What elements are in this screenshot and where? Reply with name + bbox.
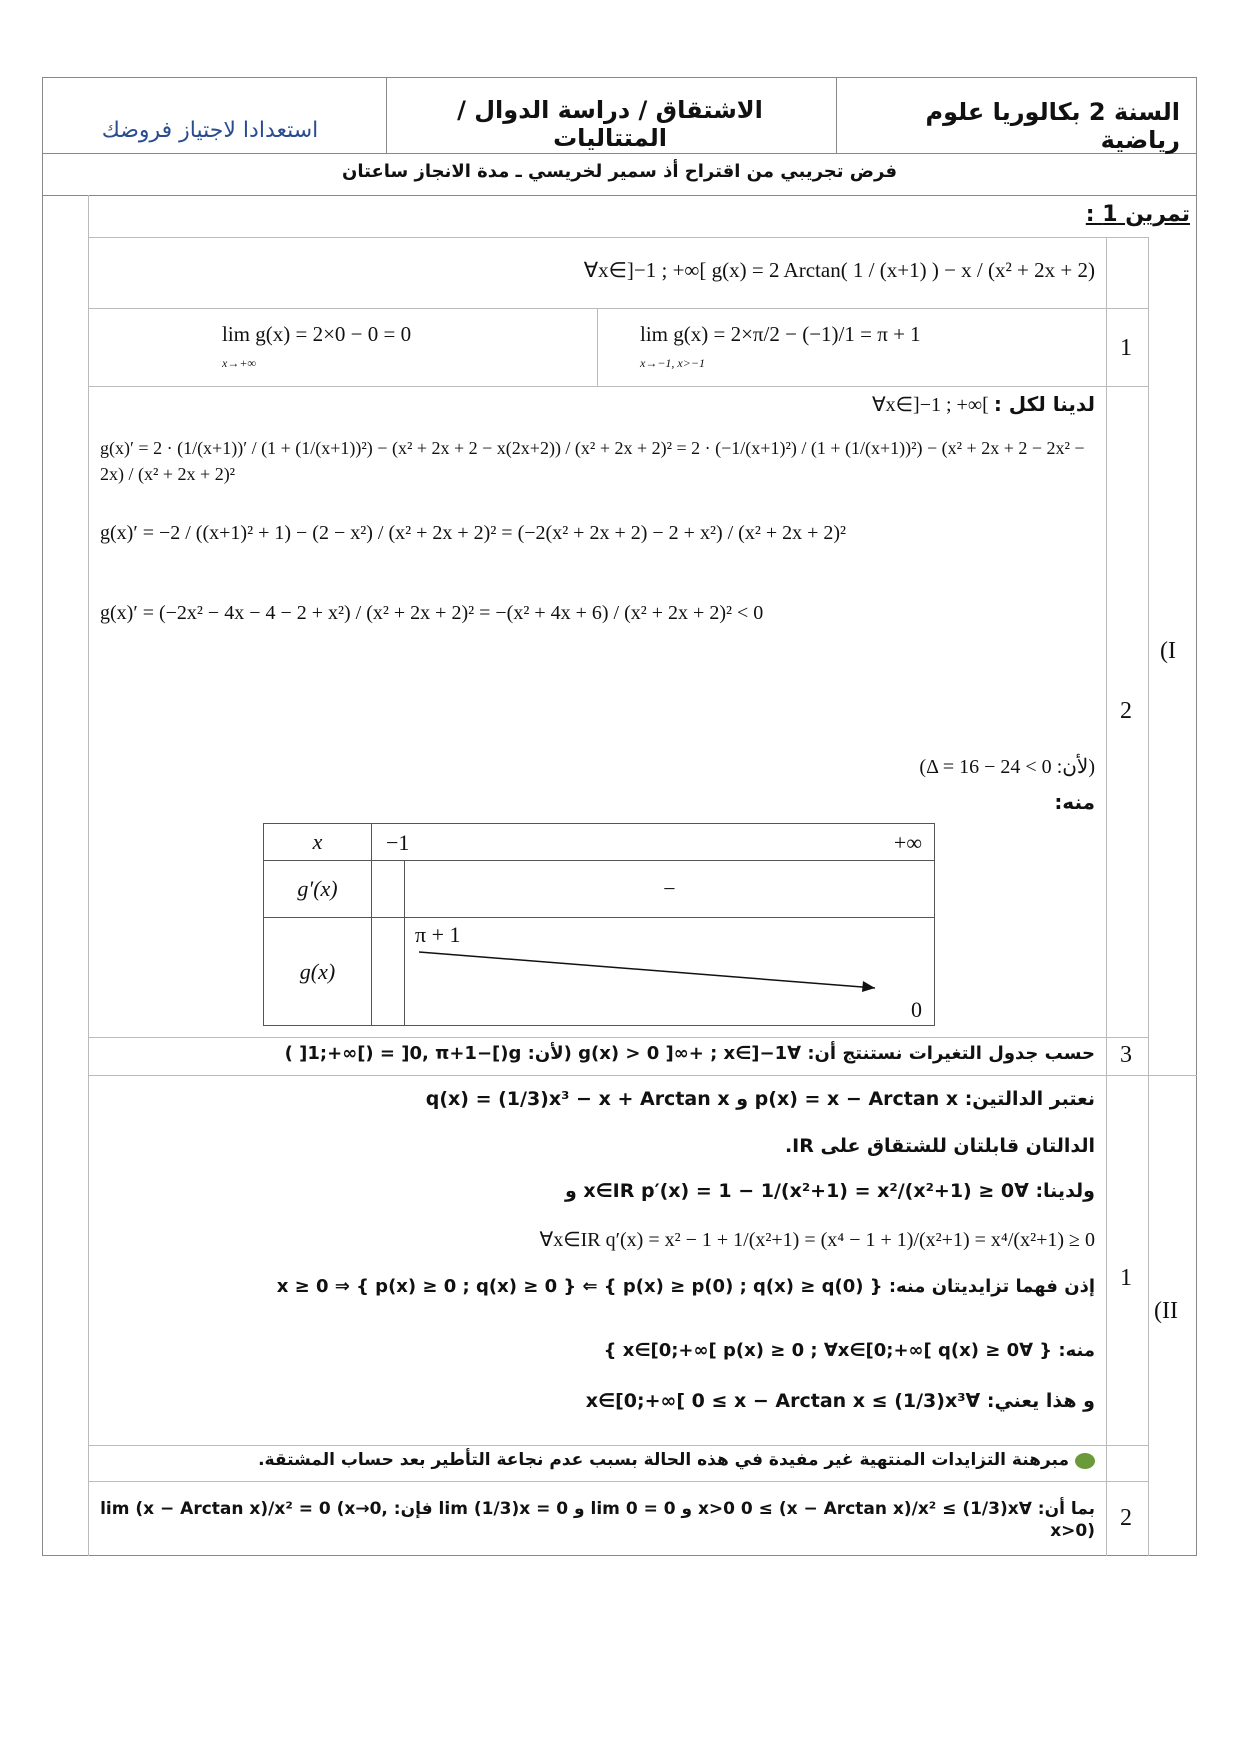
functions-intro: نعتبر الدالتين: p(x) = x − Arctan x و q(x) = (1/3)x³ − x + Arctan x	[425, 1088, 1095, 1110]
g-start: π + 1	[415, 922, 461, 947]
inequality-result: و هذا يعني: ∀x∈[0;+∞[ 0 ≤ x − Arctan x ≤ (1/3)x³	[585, 1390, 1095, 1412]
question-number: 2	[1120, 1505, 1132, 1531]
question-number: 1	[1120, 1265, 1132, 1291]
section-label-I: (I	[1160, 638, 1176, 664]
question-number: 3	[1120, 1042, 1132, 1068]
limit-sub: x→+∞	[222, 356, 256, 370]
decreasing-arrow-icon	[405, 918, 930, 1026]
x-start: −1	[386, 830, 410, 855]
variation-table	[263, 823, 935, 1026]
derivative-line-1: g(x)′ = 2 · (1/(x+1))′ / (1 + (1/(x+1))²) − (x² + 2x + 2 − x(2x+2)) / (x² + 2x + 2)² = 2 · (−1/(x+1)²) / (1 + (1/(x+1))²) − (x² + 2x + 2 − 2x² − 2x) / (x² + 2x + 2)²	[100, 438, 1085, 484]
limit-infinity: lim g(x) = 2×0 − 0 = 0	[222, 322, 412, 346]
forall-label: لدينا لكل :	[993, 392, 1095, 416]
question-2-limit: بما أن: ∀x>0 0 ≤ (x − Arctan x)/x² ≤ (1/3)x و lim 0 = 0 و lim (1/3)x = 0 فإن: lim (x − Arctan x)/x² = 0 (x→0, x>0)	[100, 1499, 1095, 1541]
gprime-header: g′(x)	[264, 861, 372, 918]
prep-label: استعدادا لاجتياز فروضك	[101, 118, 319, 143]
x-header: x	[264, 824, 372, 861]
delta-reason: (لأن: Δ = 16 − 24 < 0)	[919, 756, 1095, 778]
mvt-note: مبرهنة التزايدات المنتهية غير مفيدة في هذه الحالة بسبب عدم نجاعة التأطير بعد حساب المشتقة.	[258, 1450, 1069, 1470]
g-end: 0	[911, 997, 922, 1022]
question-number: 1	[1120, 335, 1132, 361]
g-header: g(x)	[264, 918, 372, 1026]
increasing-statement: إذن فهما تزايديتان منه: { p(x) ≥ p(0) ; q(x) ≥ q(0) } ⇐ x ≥ 0 ⇒ { p(x) ≥ 0 ; q(x) ≥ 0 }	[276, 1276, 1095, 1297]
level-label: السنة 2 بكالوريا علوم رياضية	[925, 98, 1180, 154]
limit-sub: x→−1, x>−1	[640, 356, 705, 370]
page-frame	[42, 77, 1197, 1556]
subtitle: فرض تجريبي من اقتراح أذ سمير لخريسي ـ مدة الانجاز ساعتان	[341, 161, 897, 182]
question-3-answer: حسب جدول التغيرات نستنتج أن: ∀x∈]−1 ; +∞[ g(x) > 0 (لأن: g(]−1;+∞[) = ]0, π+1[ )	[284, 1043, 1095, 1064]
derivative-line-2: g(x)′ = −2 / ((x+1)² + 1) − (2 − x²) / (x² + 2x + 2)² = (−2(x² + 2x + 2) − 2 + x²) / (x² + 2x + 2)²	[100, 522, 847, 544]
derivable-statement: الدالتان قابلتان للشتقاق على IR.	[784, 1135, 1095, 1157]
gprime-sign: −	[405, 861, 935, 918]
q-derivative: ∀x∈IR q′(x) = x² − 1 + 1/(x²+1) = (x⁴ − 1 + 1)/(x²+1) = x⁴/(x²+1) ≥ 0	[539, 1229, 1095, 1251]
p-derivative: ولدينا: ∀x∈IR p′(x) = 1 − 1/(x²+1) = x²/(x²+1) ≥ 0 و	[564, 1180, 1095, 1202]
section-label-II: (II	[1154, 1298, 1178, 1324]
exercise-title: تمرين 1 :	[1085, 202, 1190, 227]
derivative-line-3: g(x)′ = (−2x² − 4x − 4 − 2 + x²) / (x² + 2x + 2)² = −(x² + 4x + 6) / (x² + 2x + 2)² < 0	[100, 602, 764, 624]
g-definition: ∀x∈]−1 ; +∞[ g(x) = 2 Arctan( 1 / (x+1) ) − x / (x² + 2x + 2)	[583, 258, 1095, 282]
forall-domain: ∀x∈]−1 ; +∞[	[871, 394, 989, 416]
x-end: +∞	[893, 830, 922, 855]
limit-minus-one: lim g(x) = 2×π/2 − (−1)/1 = π + 1	[640, 322, 921, 346]
nonneg-system: منه: { ∀x∈[0;+∞[ p(x) ≥ 0 ; ∀x∈[0;+∞[ q(x) ≥ 0 }	[603, 1340, 1095, 1361]
hence-label: منه:	[1054, 790, 1095, 814]
question-number: 2	[1120, 698, 1132, 724]
topic-title: الاشتقاق / دراسة الدوال / المتتاليات	[457, 96, 763, 152]
speech-bubble-icon	[1075, 1453, 1095, 1469]
